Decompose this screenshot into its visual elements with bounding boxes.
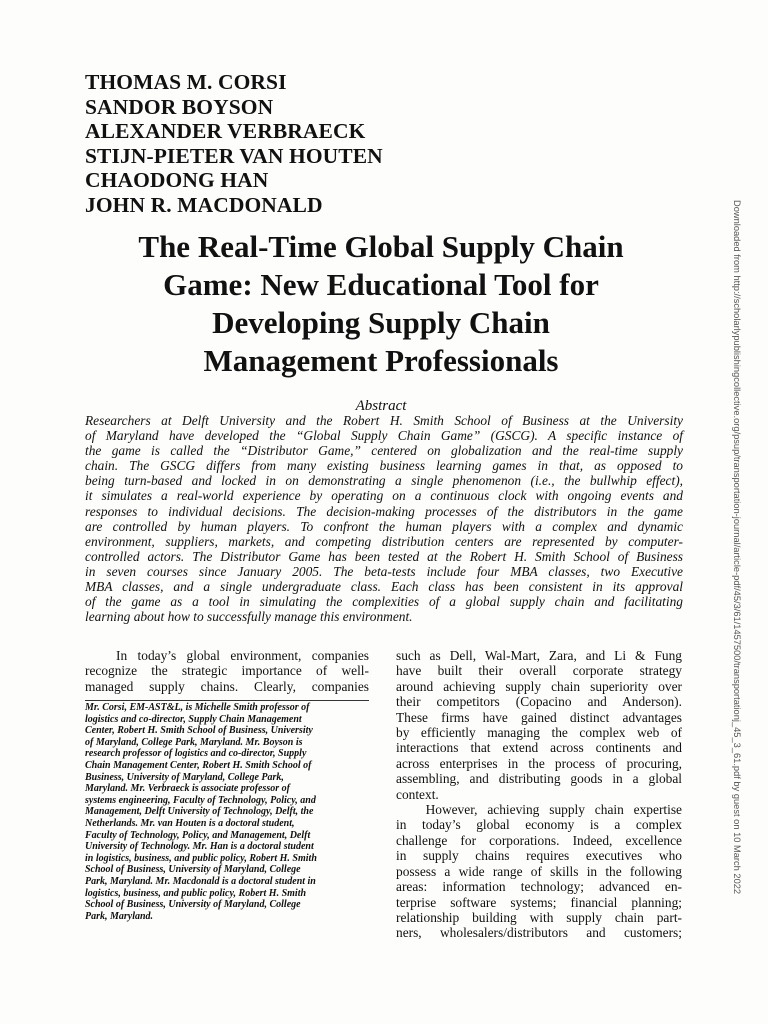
body-line: context.	[396, 786, 439, 802]
body-line: have built their overall corporate strategy	[396, 663, 682, 679]
abstract-line: it simulates a real-world experience by operating on a continuous clock with ongoing events and	[85, 488, 683, 504]
footnote-line: Park, Maryland. Mr. Macdonald is a doctoral student in	[85, 875, 316, 887]
title-line: Management Professionals	[203, 343, 559, 378]
footnote-line: logistics, business, and public policy, Robert H. Smith	[85, 887, 307, 899]
abstract-line: of the game as a tool in simulating the complexities of a global supply chain and facilitating	[85, 594, 683, 610]
footnote-line: logistics and co-director, Supply Chain Management	[85, 713, 302, 725]
footnote-line: systems engineering, Faculty of Technology, Policy, and	[85, 794, 316, 806]
body-line: across enterprises in the process of procuring,	[396, 755, 682, 771]
body-line: in supply chains requires executives who	[396, 848, 682, 864]
article-title	[40, 228, 722, 380]
body-line: around achieving supply chain superiority over	[396, 678, 682, 694]
abstract-line: in seven courses since January 2005. The beta-tests include four MBA classes, two Executive	[85, 563, 683, 579]
author-name: SANDOR BOYSON	[85, 94, 274, 119]
body-line: ners, wholesalers/distributors and customers;	[396, 925, 682, 941]
author-name: STIJN-PIETER VAN HOUTEN	[85, 143, 383, 168]
footnote-line: University of Technology. Mr. Han is a doctoral student	[85, 841, 314, 853]
footnote-line: School of Business, University of Maryland, College	[85, 864, 301, 876]
abstract-line: learning about how to successfully manage this environment.	[85, 609, 413, 625]
abstract-heading: Abstract	[355, 398, 407, 414]
abstract-line: chain. The GSCG differs from many existing business learning games in that, as opposed to	[85, 458, 683, 474]
footnote-line: Maryland. Mr. Verbraeck is associate professor of	[85, 783, 291, 795]
abstract-line: environment, suppliers, markets, and competing distribution centers are represented by computer-	[85, 533, 683, 549]
download-watermark	[732, 200, 752, 920]
footnote-line: Mr. Corsi, EM-AST&L, is Michelle Smith professor of	[85, 702, 310, 713]
body-column-left	[85, 648, 369, 694]
abstract-line: responses to individual decisions. The decision-making processes of the distributors in the game	[85, 503, 683, 519]
download-watermark-text: Downloaded from http://scholarlypublishingcollective.org/psup/transportation-journal/article-pdf/45/3/61/1457500/transportationj_45_3_61.pdf by guest on 10 March 2022	[732, 200, 742, 895]
footnote-line: School of Business, University of Maryland, College	[85, 899, 301, 911]
body-line: terprise software systems; financial planning;	[396, 894, 682, 910]
footnote-line: Netherlands. Mr. van Houten is a doctoral student,	[85, 817, 295, 829]
body-line: their competitors (Copacino and Anderson).	[396, 694, 682, 710]
body-line: such as Dell, Wal-Mart, Zara, and Li & Fung	[396, 648, 682, 663]
abstract-line: MBA classes, and a single undergraduate class. Each class has been consistent in its approval	[85, 579, 683, 595]
body-line: interactions that extend across continents and	[396, 740, 682, 756]
body-line: assembling, and distributing goods in a global	[396, 771, 682, 787]
title-line: Developing Supply Chain	[212, 305, 550, 340]
author-name: ALEXANDER VERBRAECK	[85, 119, 366, 144]
abstract-line: the game is called the “Distributor Game,” centered on globalization and the real-time supply	[85, 443, 683, 459]
footnote-line: Center, Robert H. Smith School of Business, University	[85, 725, 313, 737]
footnote-line: of Maryland, College Park, Maryland. Mr. Boyson is	[85, 736, 303, 748]
body-line: recognize the strategic importance of well-	[85, 663, 369, 679]
body-column-right	[396, 648, 682, 941]
body-line: relationship building with supply chain part-	[396, 909, 682, 925]
footnote-line: research professor of logistics and co-director, Supply	[85, 748, 307, 760]
author-name: CHAODONG HAN	[85, 168, 269, 193]
footnote-line: in logistics, business, and public policy, Robert H. Smith	[85, 852, 317, 864]
footnote-line: Business, University of Maryland, College Park,	[85, 771, 284, 783]
footnote-line: Management, Delft University of Technology, Delft, the	[85, 806, 314, 818]
body-line: challenge for corporations. Indeed, excellence	[396, 832, 682, 848]
footnote-line: Park, Maryland.	[85, 910, 154, 922]
author-list	[85, 70, 383, 218]
author-affiliations-footnote	[85, 702, 369, 922]
abstract-body	[85, 413, 683, 624]
footnote-line: Chain Management Center, Robert H. Smith School of	[85, 759, 312, 771]
footnote-line: Faculty of Technology, Policy, and Management, Delft	[85, 829, 311, 841]
abstract-line: controlled actors. The Distributor Game has been tested at the Robert H. Smith School of Business	[85, 548, 683, 564]
body-line: areas: information technology; advanced en-	[396, 879, 682, 895]
footnote-divider	[85, 700, 369, 701]
title-line: The Real-Time Global Supply Chain	[138, 229, 624, 264]
body-line: In today’s global environment, companies	[85, 648, 369, 663]
abstract-line: are controlled by human players. To confront the human players with a complex and dynamic	[85, 518, 683, 534]
body-line: managed supply chains. Clearly, companies	[85, 678, 369, 694]
body-line: These firms have gained distinct advantages	[396, 709, 682, 725]
abstract-line: being turn-based and locked in on demonstrating a single phenomenon (i.e., the bullwhip effect),	[85, 473, 683, 489]
body-line: possess a wide range of skills in the following	[396, 863, 682, 879]
body-line: by efficiently managing the complex web of	[396, 725, 682, 741]
author-name: THOMAS M. CORSI	[85, 70, 287, 94]
abstract-line: Researchers at Delft University and the Robert H. Smith School of Business at the University	[85, 413, 683, 428]
abstract-line: of Maryland have developed the “Global Supply Chain Game” (GSCG). A specific instance of	[85, 428, 683, 444]
body-line: in today’s global economy is a complex	[396, 817, 682, 833]
body-line: However, achieving supply chain expertise	[396, 802, 682, 818]
title-line: Game: New Educational Tool for	[163, 267, 599, 302]
author-name: JOHN R. MACDONALD	[85, 192, 323, 217]
